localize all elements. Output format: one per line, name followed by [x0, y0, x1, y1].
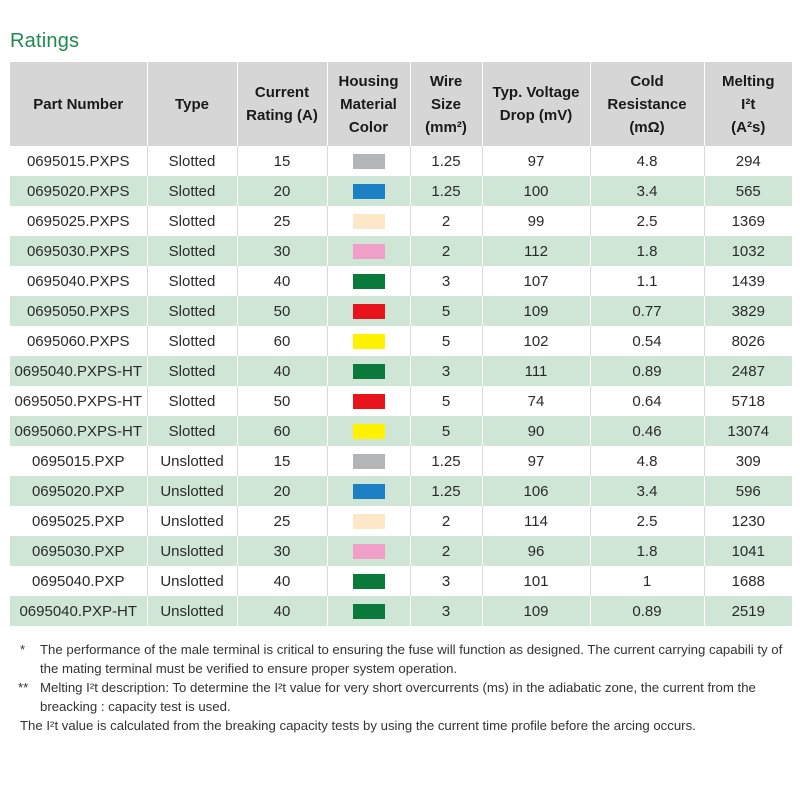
cell-housing-color: [327, 446, 410, 476]
footnote-text: The performance of the male terminal is critical to ensuring the fuse will function as designed. The current carrying capabili ty of the mating terminal must be verified to ensure proper system operation.: [40, 642, 783, 676]
cell-current-rating: 40: [237, 566, 327, 596]
cell-type: Unslotted: [147, 566, 237, 596]
cell-part-number: 0695040.PXPS-HT: [10, 356, 147, 386]
cell-type: Slotted: [147, 206, 237, 236]
color-swatch: [353, 484, 385, 499]
table-row: [10, 296, 792, 326]
cell-current-rating: 15: [237, 446, 327, 476]
color-swatch: [353, 424, 385, 439]
cell-current-rating: 50: [237, 386, 327, 416]
cell-housing-color: [327, 356, 410, 386]
cell-cold-resistance: 4.8: [590, 446, 704, 476]
cell-melting-i2t: 309: [735, 452, 761, 470]
table-header-row: [10, 62, 792, 146]
table-row: [10, 446, 792, 476]
cell-part-number: 0695020.PXPS: [10, 176, 147, 206]
cell-cold-resistance: 3.4: [590, 476, 704, 506]
cell-cold-resistance: 1: [590, 566, 704, 596]
cell-wire-size: 3: [410, 266, 482, 296]
cell-part-number: 0695025.PXPS: [10, 206, 147, 236]
cell-part-number: 0695060.PXPS-HT: [10, 416, 147, 446]
cell-housing-color: [327, 176, 410, 206]
cell-housing-color: [327, 416, 410, 446]
cell-voltage-drop: 100: [482, 176, 590, 206]
footnote-i2t-description: [10, 678, 795, 716]
cell-part-number: 0695040.PXP: [10, 566, 147, 596]
cell-part-number: 0695025.PXP: [10, 506, 147, 536]
cell-wire-size: 1.25: [410, 146, 482, 176]
color-swatch: [353, 304, 385, 319]
cell-cold-resistance: 4.8: [590, 146, 704, 176]
cell-housing-color: [327, 596, 410, 626]
cell-current-rating: 20: [237, 476, 327, 506]
cell-wire-size: 2: [410, 206, 482, 236]
cell-cold-resistance: 0.64: [590, 386, 704, 416]
cell-voltage-drop: 114: [482, 506, 590, 536]
cell-melting-i2t: 294: [735, 152, 761, 170]
cell-voltage-drop: 97: [482, 146, 590, 176]
cell-type: Slotted: [147, 266, 237, 296]
cell-voltage-drop: 111: [482, 356, 590, 386]
header-cold-resistance: Cold Resistance (mΩ): [590, 62, 704, 146]
cell-wire-size: 1.25: [410, 476, 482, 506]
cell-part-number: 0695030.PXP: [10, 536, 147, 566]
table-row: [10, 476, 792, 506]
cell-voltage-drop: 90: [482, 416, 590, 446]
cell-housing-color: [327, 326, 410, 356]
cell-housing-color: [327, 566, 410, 596]
cell-cold-resistance: 0.46: [590, 416, 704, 446]
cell-melting-i2t: 1688: [731, 572, 765, 590]
cell-voltage-drop: 99: [482, 206, 590, 236]
cell-wire-size: 2: [410, 506, 482, 536]
footnote-text: Melting I²t description: To determine the I²t value for very short overcurrents (ms) in the adiabatic zone, the current from the breacking : capacity test is used.: [40, 680, 756, 714]
cell-cold-resistance: 1.1: [590, 266, 704, 296]
cell-cold-resistance: 2.5: [590, 506, 704, 536]
table-row: [10, 506, 792, 536]
cell-melting-i2t: 1439: [731, 272, 765, 290]
cell-cold-resistance: 1.8: [590, 236, 704, 266]
cell-wire-size: 5: [410, 326, 482, 356]
color-swatch: [353, 154, 385, 169]
header-voltage-drop: Typ. Voltage Drop (mV): [482, 62, 590, 146]
table-row: [10, 146, 792, 176]
ratings-table: [10, 62, 792, 626]
cell-housing-color: [327, 146, 410, 176]
header-type: Type: [147, 62, 237, 146]
cell-cold-resistance: 3.4: [590, 176, 704, 206]
cell-wire-size: 1.25: [410, 176, 482, 206]
color-swatch: [353, 184, 385, 199]
color-swatch: [353, 214, 385, 229]
cell-current-rating: 15: [237, 146, 327, 176]
cell-current-rating: 60: [237, 416, 327, 446]
cell-melting-i2t: 3829: [704, 296, 792, 326]
cell-cold-resistance: 0.77: [590, 296, 704, 326]
cell-type: Slotted: [147, 146, 237, 176]
cell-voltage-drop: 112: [482, 236, 590, 266]
cell-voltage-drop: 109: [482, 296, 590, 326]
cell-type: Unslotted: [147, 446, 237, 476]
color-swatch: [353, 274, 385, 289]
cell-part-number: 0695030.PXPS: [10, 236, 147, 266]
cell-melting-i2t: 13074: [704, 416, 792, 446]
cell-cold-resistance: 2.5: [590, 206, 704, 236]
cell-melting-i2t: 1032: [704, 236, 792, 266]
cell-type: Slotted: [147, 296, 237, 326]
cell-part-number: 0695015.PXPS: [10, 146, 147, 176]
cell-voltage-drop: 109: [482, 596, 590, 626]
cell-housing-color: [327, 506, 410, 536]
cell-housing-color: [327, 296, 410, 326]
cell-voltage-drop: 106: [482, 476, 590, 506]
cell-melting-i2t: 2519: [704, 596, 792, 626]
footnote-i2t-calculation: The I²t value is calculated from the breaking capacity tests by using the current time profile before the arcing occurs.: [20, 718, 696, 733]
color-swatch: [353, 334, 385, 349]
footnote-marker: **: [18, 680, 29, 695]
color-swatch: [353, 394, 385, 409]
cell-part-number: 0695020.PXP: [10, 476, 147, 506]
color-swatch: [353, 514, 385, 529]
cell-current-rating: 25: [237, 206, 327, 236]
table-row: [10, 416, 792, 446]
cell-melting-i2t: 1230: [731, 512, 765, 530]
cell-housing-color: [327, 206, 410, 236]
color-swatch: [353, 454, 385, 469]
cell-part-number: 0695040.PXPS: [10, 266, 147, 296]
footnote-terminal: [10, 640, 795, 678]
color-swatch: [353, 244, 385, 259]
cell-housing-color: [327, 236, 410, 266]
color-swatch: [353, 574, 385, 589]
cell-housing-color: [327, 386, 410, 416]
cell-melting-i2t: 2487: [704, 356, 792, 386]
cell-housing-color: [327, 476, 410, 506]
cell-part-number: 0695060.PXPS: [10, 326, 147, 356]
cell-voltage-drop: 96: [482, 536, 590, 566]
cell-wire-size: 3: [410, 356, 482, 386]
cell-type: Slotted: [147, 416, 237, 446]
cell-current-rating: 60: [237, 326, 327, 356]
table-row: [10, 596, 792, 626]
header-melting-i2t: Melting I²t (A²s): [704, 62, 792, 146]
cell-melting-i2t: 8026: [731, 332, 765, 350]
cell-current-rating: 40: [237, 356, 327, 386]
table-row: [10, 266, 792, 296]
color-swatch: [353, 544, 385, 559]
cell-part-number: 0695015.PXP: [10, 446, 147, 476]
cell-type: Unslotted: [147, 476, 237, 506]
table-row: [10, 236, 792, 266]
cell-wire-size: 3: [410, 596, 482, 626]
cell-type: Unslotted: [147, 506, 237, 536]
cell-current-rating: 40: [237, 266, 327, 296]
cell-wire-size: 5: [410, 416, 482, 446]
table-row: [10, 356, 792, 386]
cell-type: Unslotted: [147, 536, 237, 566]
cell-voltage-drop: 102: [482, 326, 590, 356]
cell-current-rating: 40: [237, 596, 327, 626]
color-swatch: [353, 364, 385, 379]
table-row: [10, 536, 792, 566]
table-row: [10, 206, 792, 236]
header-part-number: Part Number: [10, 62, 147, 146]
cell-part-number: 0695040.PXP-HT: [10, 596, 147, 626]
cell-type: Slotted: [147, 176, 237, 206]
cell-wire-size: 3: [410, 566, 482, 596]
cell-voltage-drop: 101: [482, 566, 590, 596]
table-row: [10, 566, 792, 596]
table-body: [10, 146, 792, 626]
cell-current-rating: 20: [237, 176, 327, 206]
cell-wire-size: 1.25: [410, 446, 482, 476]
section-title: Ratings: [10, 30, 80, 52]
table-row: [10, 326, 792, 356]
cell-current-rating: 30: [237, 236, 327, 266]
cell-wire-size: 5: [410, 296, 482, 326]
color-swatch: [353, 604, 385, 619]
cell-cold-resistance: 1.8: [590, 536, 704, 566]
cell-melting-i2t: 1369: [731, 212, 765, 230]
cell-melting-i2t: 5718: [731, 392, 765, 410]
footnote-marker: *: [20, 642, 26, 657]
cell-voltage-drop: 97: [482, 446, 590, 476]
cell-type: Slotted: [147, 386, 237, 416]
header-current-rating: Current Rating (A): [237, 62, 327, 146]
header-housing-color: Housing Material Color: [327, 62, 410, 146]
cell-current-rating: 30: [237, 536, 327, 566]
table-row: [10, 386, 792, 416]
cell-cold-resistance: 0.54: [590, 326, 704, 356]
cell-wire-size: 2: [410, 536, 482, 566]
cell-cold-resistance: 0.89: [590, 356, 704, 386]
cell-type: Slotted: [147, 356, 237, 386]
cell-melting-i2t: 596: [704, 476, 792, 506]
cell-housing-color: [327, 266, 410, 296]
cell-voltage-drop: 107: [482, 266, 590, 296]
cell-type: Slotted: [147, 326, 237, 356]
cell-voltage-drop: 74: [482, 386, 590, 416]
cell-wire-size: 2: [410, 236, 482, 266]
cell-housing-color: [327, 536, 410, 566]
header-wire-size: Wire Size (mm²): [410, 62, 482, 146]
cell-wire-size: 5: [410, 386, 482, 416]
cell-type: Unslotted: [147, 596, 237, 626]
cell-melting-i2t: 565: [704, 176, 792, 206]
cell-cold-resistance: 0.89: [590, 596, 704, 626]
cell-current-rating: 25: [237, 506, 327, 536]
cell-part-number: 0695050.PXPS: [10, 296, 147, 326]
cell-current-rating: 50: [237, 296, 327, 326]
cell-part-number: 0695050.PXPS-HT: [10, 386, 147, 416]
table-row: [10, 176, 792, 206]
cell-melting-i2t: 1041: [704, 536, 792, 566]
cell-type: Slotted: [147, 236, 237, 266]
footnotes: [10, 640, 795, 735]
